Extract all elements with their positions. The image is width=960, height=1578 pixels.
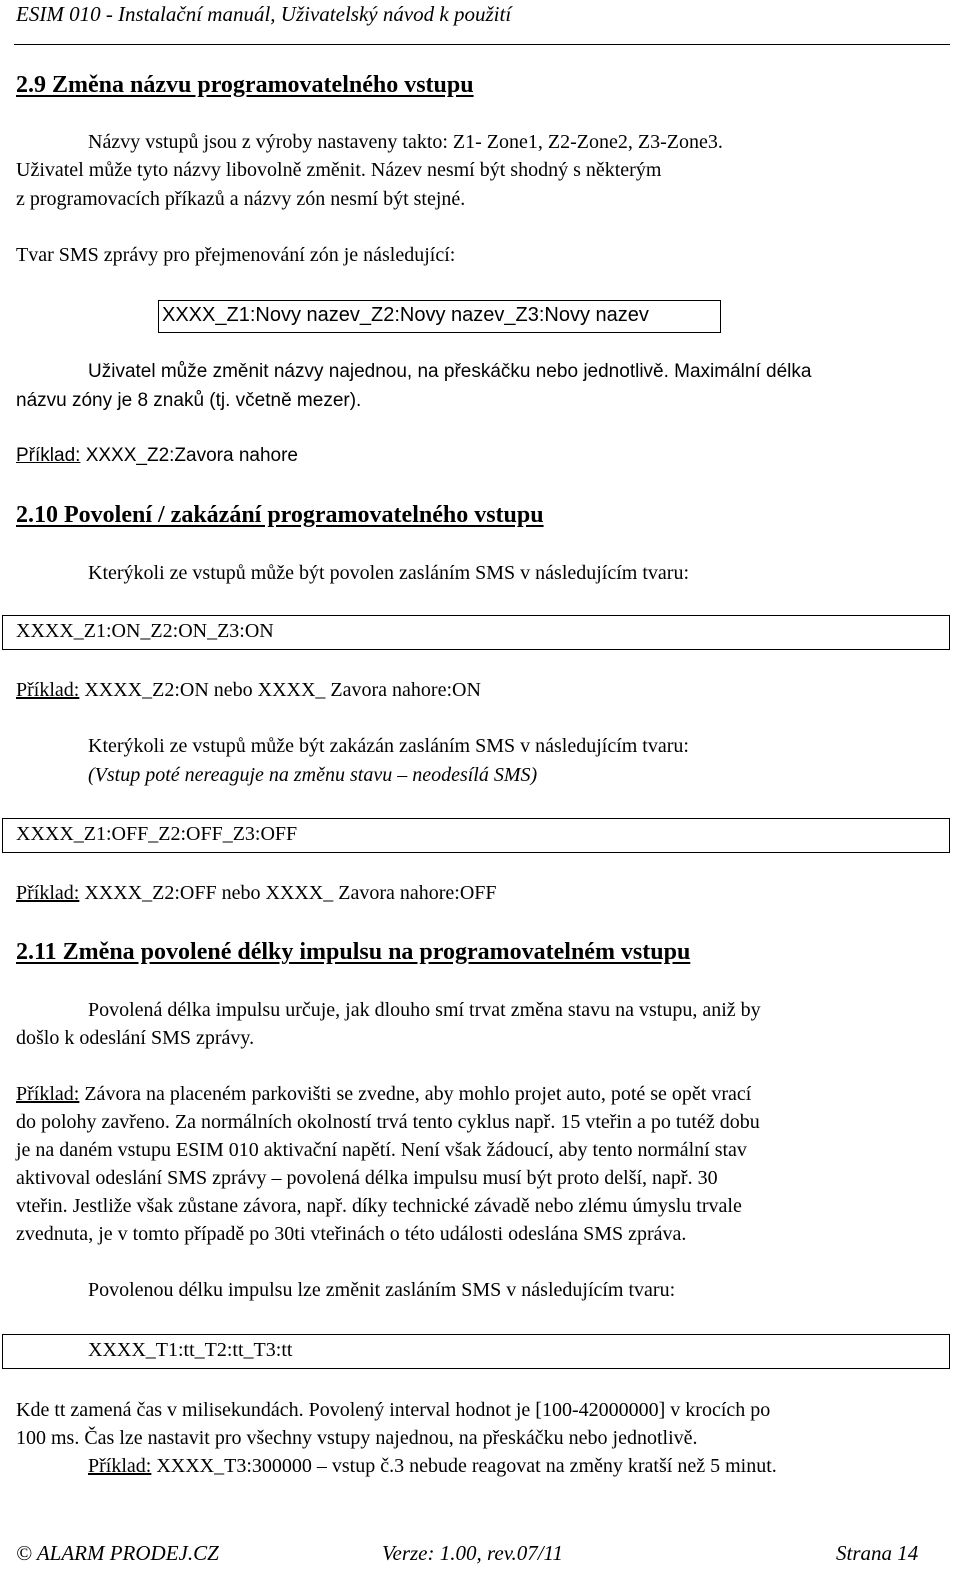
example-text: XXXX_Z2:ON nebo XXXX_ Zavora nahore:ON <box>79 679 481 701</box>
s210-off-format-text: XXXX_Z1:OFF_Z2:OFF_Z3:OFF <box>16 823 298 845</box>
s210-on-format-text: XXXX_Z1:ON_Z2:ON_Z3:ON <box>16 620 274 642</box>
section-2-10-heading: 2.10 Povolení / zakázání programovatelného vstupu <box>16 502 544 528</box>
example-text: Závora na placeném parkovišti se zvedne, aby mohlo projet auto, poté se opět vrací <box>79 1083 752 1105</box>
header-divider <box>14 44 950 45</box>
s211-example-line1 <box>16 1083 751 1106</box>
s29-para1-line3: z programovacích příkazů a názvy zón nesmí být stejné. <box>16 188 466 210</box>
s211-example-line6: zvednuta, je v tomto případě po 30ti vteřinách o této události odeslána SMS zpráva. <box>16 1223 687 1245</box>
s211-impulse-format-text: XXXX_T1:tt_T2:tt_T3:tt <box>88 1339 293 1361</box>
s211-para3-line2: 100 ms. Čas lze nastavit pro všechny vstupy najednou, na přeskáčku nebo jednotlivě. <box>16 1427 698 1449</box>
s29-para2: Tvar SMS zprávy pro přejmenování zón je následující: <box>16 244 456 266</box>
example-text: XXXX_Z2:OFF nebo XXXX_ Zavora nahore:OFF <box>79 882 497 904</box>
s29-example <box>16 445 298 467</box>
example-label: Příklad: <box>16 445 81 466</box>
s210-para1: Kterýkoli ze vstupů může být povolen zasláním SMS v následujícím tvaru: <box>88 562 690 584</box>
s211-para1-line1: Povolená délka impulsu určuje, jak dlouho smí trvat změna stavu na vstupu, aniž by <box>88 999 761 1021</box>
footer-page-number: Strana 14 <box>836 1541 919 1565</box>
s29-para1-line2: Uživatel může tyto názvy libovolně změnit. Název nesmí být shodný s některým <box>16 159 662 181</box>
example-text: XXXX_T3:300000 – vstup č.3 nebude reagovat na změny kratší než 5 minut. <box>151 1455 777 1477</box>
s210-example-off <box>16 882 497 905</box>
s211-example-line3: je na daném vstupu ESIM 010 aktivační napětí. Není však žádoucí, aby tento normální stav <box>16 1139 747 1161</box>
section-2-9-heading: 2.9 Změna názvu programovatelného vstupu <box>16 72 474 98</box>
s29-para1-line1: Názvy vstupů jsou z výroby nastaveny takto: Z1- Zone1, Z2-Zone2, Z3-Zone3. <box>88 131 723 153</box>
document-header: ESIM 010 - Instalační manuál, Uživatelský návod k použití <box>16 2 512 26</box>
footer-version: Verze: 1.00, rev.07/11 <box>382 1541 563 1565</box>
example-label: Příklad: <box>88 1455 152 1477</box>
s211-para3-line1: Kde tt zamená čas v milisekundách. Povolený interval hodnot je [100-42000000] v krocích po <box>16 1399 771 1421</box>
s29-sms-format-text: XXXX_Z1:Novy nazev_Z2:Novy nazev_Z3:Novy nazev <box>162 304 649 326</box>
s210-para2: Kterýkoli ze vstupů může být zakázán zasláním SMS v následujícím tvaru: <box>88 735 689 757</box>
section-2-11-heading: 2.11 Změna povolené délky impulsu na programovatelném vstupu <box>16 939 691 965</box>
s29-para3-line2: názvu zóny je 8 znaků (tj. včetně mezer). <box>16 390 362 411</box>
example-label: Příklad: <box>16 1083 80 1105</box>
s211-example-line5: vteřin. Jestliže však zůstane závora, např. díky technické závadě nebo zlému úmyslu trvale <box>16 1195 742 1217</box>
s211-example-line2: do polohy zavřeno. Za normálních okolností trvá tento cyklus např. 15 vteřin a po tutéž dobu <box>16 1111 760 1133</box>
s211-example-line4: aktivoval odeslání SMS zprávy – povolená délka impulsu musí být proto delší, např. 30 <box>16 1167 718 1189</box>
s210-para2-note: (Vstup poté nereaguje na změnu stavu – neodesílá SMS) <box>88 764 538 786</box>
example-text: XXXX_Z2:Zavora nahore <box>80 445 298 466</box>
s211-para1-line2: došlo k odeslání SMS zprávy. <box>16 1027 255 1049</box>
s29-para3-line1: Uživatel může změnit názvy najednou, na přeskáčku nebo jednotlivě. Maximální délka <box>88 361 812 382</box>
example-label: Příklad: <box>16 882 80 904</box>
s211-example2 <box>88 1455 777 1478</box>
s211-para2: Povolenou délku impulsu lze změnit zasláním SMS v následujícím tvaru: <box>88 1279 676 1301</box>
footer-copyright: © ALARM PRODEJ.CZ <box>16 1541 219 1565</box>
s210-example-on <box>16 679 481 702</box>
example-label: Příklad: <box>16 679 80 701</box>
